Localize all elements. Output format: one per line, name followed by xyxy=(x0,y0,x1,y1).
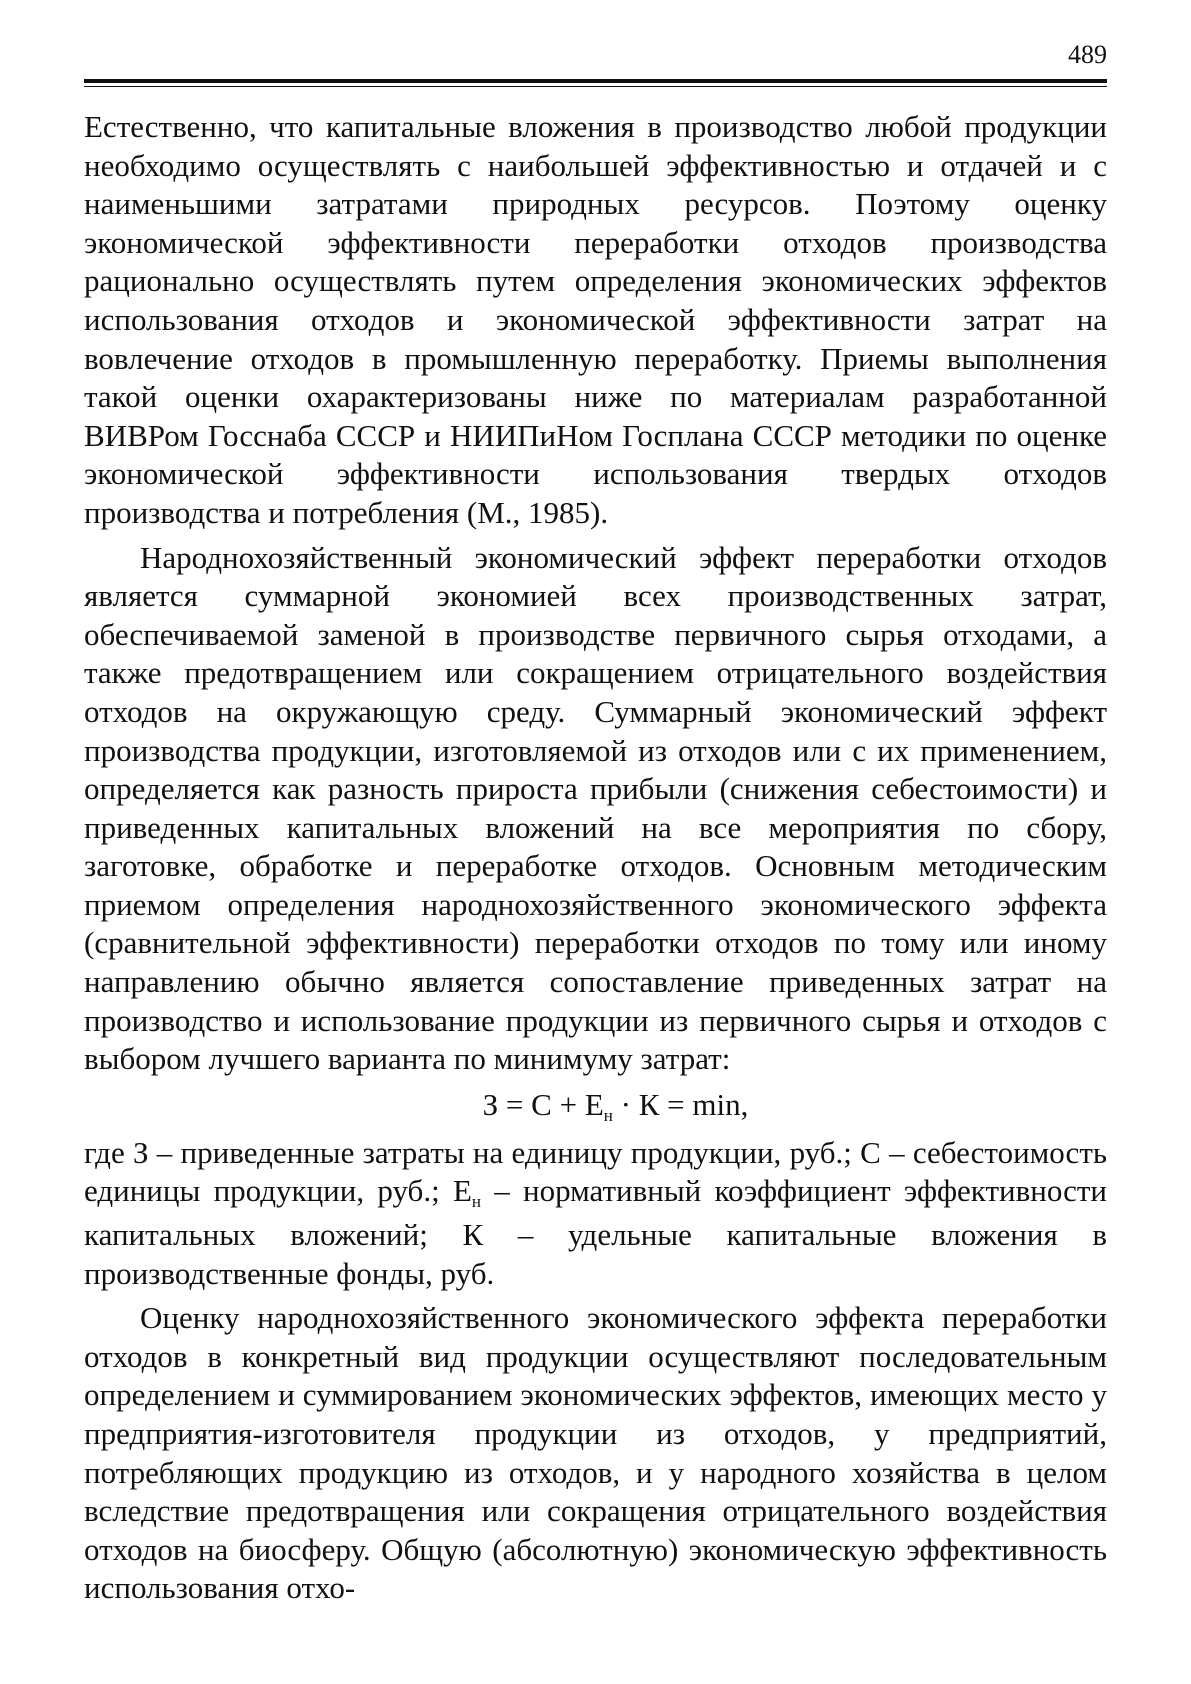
header-rule xyxy=(84,79,1107,83)
page-number: 489 xyxy=(1068,40,1107,69)
legend-part-b: – нормативный коэффициент эффективности капитальных вложений; К – удельные капитальные вложения в производственные фонды, руб. xyxy=(84,1173,1107,1291)
paragraph-intro: Естественно, что капитальные вложения в производство любой продукции необходимо осуществлять с наибольшей эффективностью и отдачей и с наименьшими затратами природных ресурсов. Поэтому оценку экономической эффективности переработки отходов производства рационально осуществлять путем определения экономических эффектов использования отходов и экономической эффективности затрат на вовлечение отходов в промышленную переработку. Приемы выполнения такой оценки охарактеризованы ниже по материалам разработанной ВИВРом Госснаба СССР и НИИПиНом Госплана СССР методики по оценке экономической эффективности использования твердых отходов производства и потребления (М., 1985). xyxy=(84,109,1107,530)
formula-subscript: н xyxy=(603,1105,613,1125)
formula-reduced-costs xyxy=(84,1083,1107,1132)
legend-part-a: где З – приведенные затраты на единицу продукции, руб.; С – себестоимость единицы продукции, руб.; Е xyxy=(84,1134,1107,1209)
legend-subscript: н xyxy=(471,1192,481,1212)
paragraph-formula-legend xyxy=(84,1134,1107,1293)
page-body xyxy=(84,108,1107,1608)
paragraph-assessment: Оценку народнохозяйственного экономического эффекта переработки отходов в конкретный вид продукции осуществляют последовательным определением и суммированием экономических эффектов, имеющих место у предприятия-изготовителя продукции из отходов, у предприятий, потребляющих продукцию из отходов, и у народного хозяйства в целом вследствие предотвращения или сокращения отрицательного воздействия отходов на биосферу. Общую (абсолютную) экономическую эффективность использования отхо- xyxy=(84,1300,1107,1606)
paragraph-national-economic-effect: Народнохозяйственный экономический эффект переработки отходов является суммарной экономией всех производственных затрат, обеспечиваемой заменой в производстве первичного сырья отходами, а также предотвращением или сокращением отрицательного воздействия отходов на окружающую среду. Суммарный экономический эффект производства продукции, изготовляемой из отходов или с их применением, определяется как разность прироста прибыли (снижения себестоимости) и приведенных капитальных вложений на все мероприятия по сбору, заготовке, обработке и переработке отходов. Основным методическим приемом определения народнохозяйственного экономического эффекта (сравнительной эффективности) переработки отходов по тому или иному направлению обычно является сопоставление приведенных затрат на производство и использование продукции из первичного сырья и отходов с выбором лучшего варианта по минимуму затрат: xyxy=(84,539,1107,1077)
formula-right: · К = min, xyxy=(612,1086,749,1122)
formula-left: З = С + Е xyxy=(482,1086,604,1122)
